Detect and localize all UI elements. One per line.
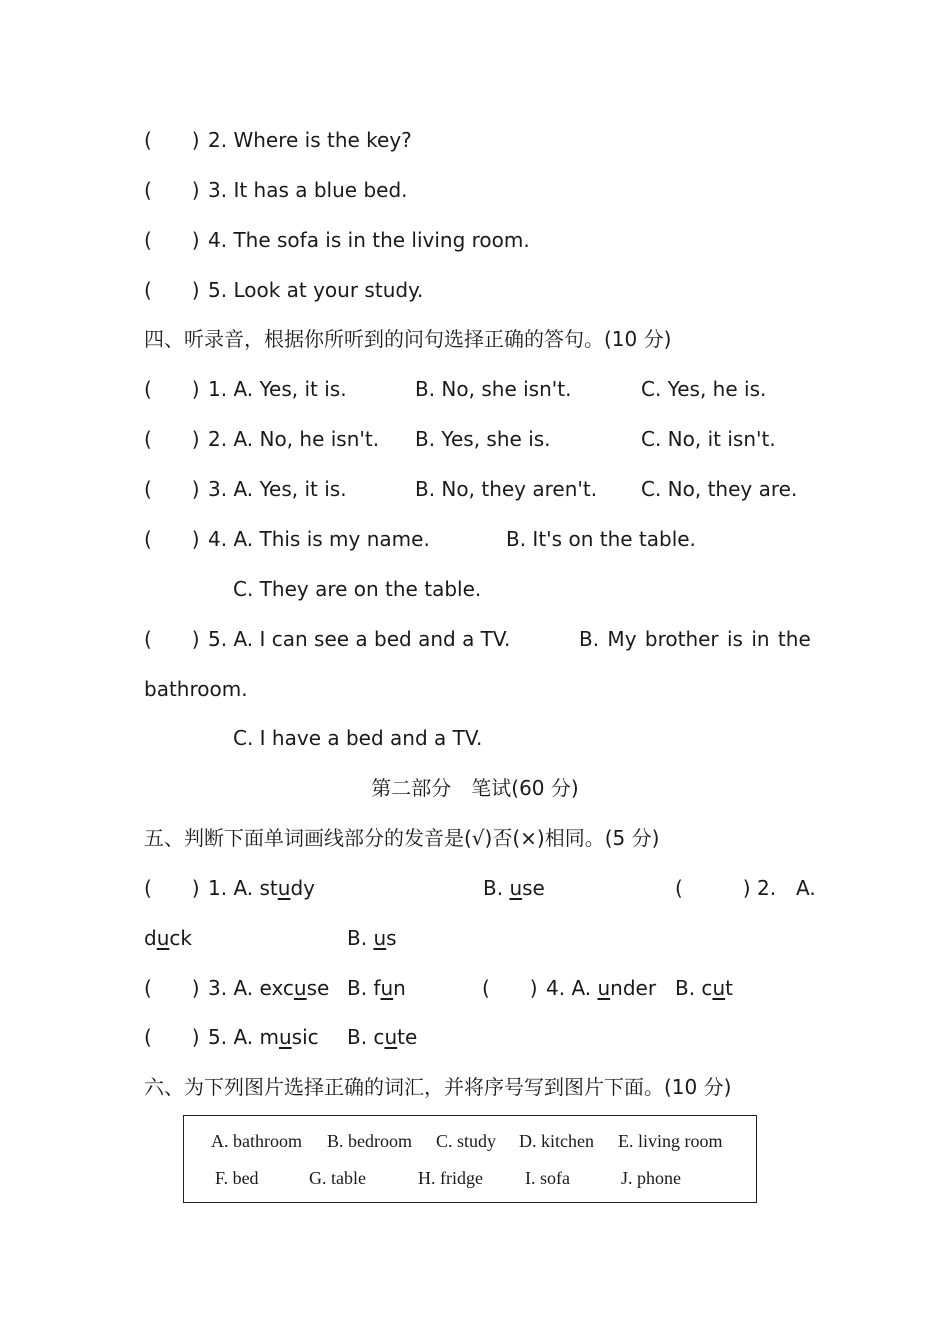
question-number: 4. A. — [546, 976, 598, 1000]
option-b — [483, 875, 545, 901]
option-a: 5. A. I can see a bed and a TV. — [208, 627, 511, 651]
question-row — [144, 177, 408, 203]
question-number: 2. A. — [756, 876, 816, 900]
word-bank-box — [183, 1115, 757, 1203]
word-a-prefix: d — [144, 926, 157, 950]
option-c: C. No, it isn't. — [641, 427, 776, 451]
question-row — [144, 426, 379, 452]
answer-blank[interactable]: ( ) — [144, 1025, 200, 1049]
option-c: C. No, they are. — [641, 477, 798, 501]
underlined-letter: u — [156, 926, 170, 950]
word-b-suffix: n — [393, 976, 406, 1000]
word-option: H. fridge — [418, 1168, 483, 1188]
answer-blank[interactable]: ( ) — [144, 278, 200, 302]
option-b — [347, 1024, 417, 1050]
option-b-label: B. c — [347, 1025, 385, 1049]
option-c: C. They are on the table. — [233, 577, 482, 601]
option-b: B. No, they aren't. — [415, 477, 598, 501]
question-row — [144, 875, 315, 901]
underlined-letter: u — [597, 976, 611, 1000]
word-option: J. phone — [621, 1168, 681, 1188]
word-a-suffix: sic — [291, 1025, 319, 1049]
word-a-prefix: st — [259, 876, 278, 900]
word-option: B. bedroom — [327, 1131, 412, 1151]
question-number: 1. A. — [208, 876, 254, 900]
option-b-label: B. — [483, 876, 510, 900]
underlined-letter: u — [712, 976, 726, 1000]
word-option: C. study — [436, 1131, 497, 1151]
underlined-letter: u — [509, 876, 523, 900]
question-text: 4. The sofa is in the living room. — [208, 228, 530, 252]
word-option: E. living room — [618, 1131, 723, 1151]
option-b — [347, 975, 406, 1001]
word-b-suffix: s — [386, 926, 397, 950]
answer-blank[interactable]: ( ) — [144, 228, 200, 252]
question-row-2 — [675, 875, 816, 901]
option-c: C. Yes, he is. — [641, 377, 767, 401]
option-b-label: B. f — [347, 976, 381, 1000]
question-row — [144, 277, 423, 303]
word-option: G. table — [309, 1168, 366, 1188]
underlined-letter: u — [293, 976, 307, 1000]
question-row — [144, 1024, 319, 1050]
answer-blank[interactable]: ( ) — [144, 976, 200, 1000]
question-row — [144, 526, 430, 552]
answer-blank[interactable]: ( ) — [144, 477, 200, 501]
option-b: B. Yes, she is. — [415, 427, 551, 451]
option-a: 1. A. Yes, it is. — [208, 377, 347, 401]
word-a-suffix: dy — [290, 876, 315, 900]
answer-blank[interactable]: ( ) — [144, 627, 200, 651]
word-option: F. bed — [215, 1168, 259, 1188]
option-b — [675, 975, 733, 1001]
part-2-title: 第二部分 笔试(60 分) — [371, 776, 579, 800]
underlined-letter: u — [384, 1025, 398, 1049]
question-row — [144, 975, 329, 1001]
word-a-suffix: ck — [169, 926, 192, 950]
section-5-title: 五、判断下面单词画线部分的发音是(√)否(×)相同。(5 分) — [144, 826, 660, 850]
section-6-title: 六、为下列图片选择正确的词汇，并将序号写到图片下面。(10 分) — [144, 1075, 732, 1099]
question-text: 3. It has a blue bed. — [208, 178, 408, 202]
answer-blank[interactable]: ( ) — [144, 128, 200, 152]
option-a: 2. A. No, he isn't. — [208, 427, 380, 451]
underlined-letter: u — [380, 976, 394, 1000]
word-a-suffix: se — [306, 976, 330, 1000]
word-a-suffix: nder — [610, 976, 657, 1000]
question-row — [144, 227, 530, 253]
answer-blank[interactable]: ( ) — [144, 178, 200, 202]
question-row — [144, 626, 510, 652]
answer-blank[interactable]: ( ) — [144, 427, 200, 451]
option-b: B. It's on the table. — [506, 527, 696, 551]
word-option: D. kitchen — [519, 1131, 594, 1151]
underlined-letter: u — [373, 926, 387, 950]
section-4-title: 四、听录音，根据你所听到的问句选择正确的答句。(10 分) — [144, 327, 672, 351]
word-b-suffix: te — [397, 1025, 418, 1049]
word-option: A. bathroom — [211, 1131, 302, 1151]
option-b: B. No, she isn't. — [415, 377, 572, 401]
question-2-continued — [144, 925, 192, 951]
answer-blank[interactable]: ( ) — [144, 876, 200, 900]
question-number: 5. A. m — [208, 1025, 279, 1049]
option-b: B. My brother is in the — [579, 627, 811, 651]
question-text: 5. Look at your study. — [208, 278, 424, 302]
option-b — [347, 925, 397, 951]
question-text: 2. Where is the key? — [208, 128, 412, 152]
option-b-continued: bathroom. — [144, 677, 248, 701]
question-row — [144, 376, 347, 402]
question-row — [144, 127, 412, 153]
option-a: 4. A. This is my name. — [208, 527, 430, 551]
answer-blank[interactable]: ( ) — [482, 976, 538, 1000]
question-number: 3. A. exc — [208, 976, 294, 1000]
answer-blank[interactable]: ( ) — [675, 876, 751, 900]
word-b-suffix: t — [725, 976, 733, 1000]
option-c: C. I have a bed and a TV. — [233, 726, 483, 750]
underlined-letter: u — [278, 1025, 292, 1049]
question-row-4 — [482, 975, 656, 1001]
underlined-letter: u — [277, 876, 291, 900]
word-b-suffix: se — [522, 876, 545, 900]
answer-blank[interactable]: ( ) — [144, 527, 200, 551]
option-b-label: B. — [347, 926, 374, 950]
answer-blank[interactable]: ( ) — [144, 377, 200, 401]
question-row — [144, 476, 347, 502]
word-option: I. sofa — [525, 1168, 570, 1188]
option-b-label: B. c — [675, 976, 713, 1000]
option-a: 3. A. Yes, it is. — [208, 477, 347, 501]
